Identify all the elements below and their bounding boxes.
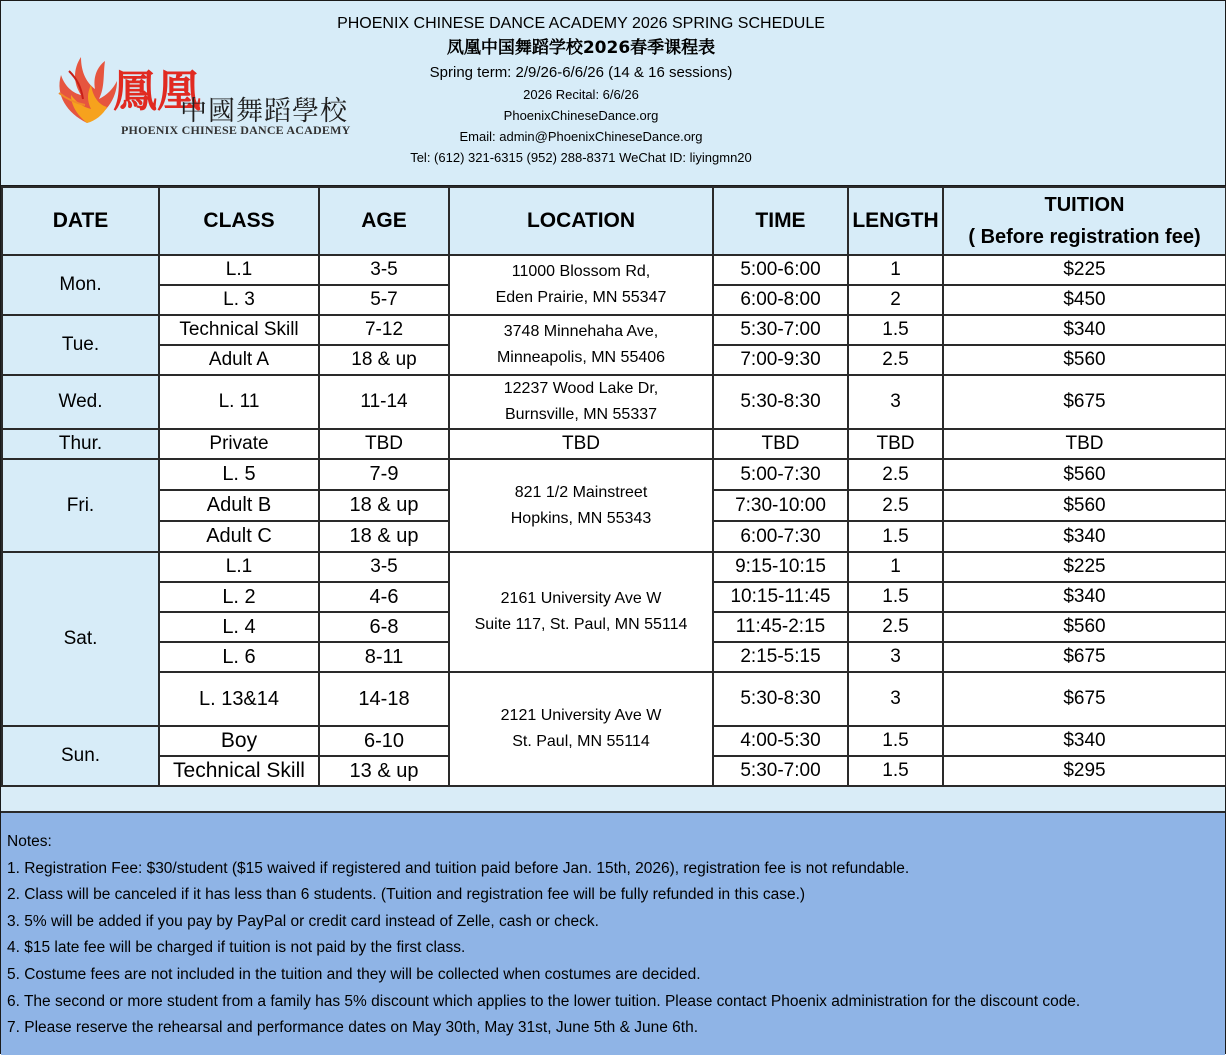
time-cell: 2:15-5:15: [713, 642, 848, 672]
age-cell: 7-9: [319, 459, 449, 490]
location-line: Suite 117, St. Paul, MN 55114: [474, 616, 688, 633]
class-cell: L. 6: [159, 642, 319, 672]
tuition-cell: $295: [943, 756, 1226, 786]
length-cell: TBD: [848, 429, 943, 459]
location-line: 2121 University Ave W: [500, 707, 662, 724]
class-cell: L. 5: [159, 459, 319, 490]
day-cell: Sat.: [2, 552, 159, 726]
notes-title: Notes:: [7, 833, 52, 850]
tuition-cell: $560: [943, 459, 1226, 490]
website: PhoenixChineseDance.org: [503, 108, 659, 123]
class-cell: Adult B: [159, 490, 319, 521]
length-cell: 3: [848, 642, 943, 672]
length-cell: 2.5: [848, 345, 943, 375]
location-line: 3748 Minnehaha Ave,: [503, 323, 659, 340]
tuition-cell: $340: [943, 582, 1226, 612]
tuition-cell: $560: [943, 612, 1226, 642]
time-cell: 5:30-8:30: [713, 375, 848, 429]
location-cell: [449, 255, 713, 315]
location-line: 12237 Wood Lake Dr,: [503, 380, 659, 397]
logo-big-characters: 鳳凰: [113, 66, 201, 117]
email: Email: admin@PhoenixChineseDance.org: [459, 129, 703, 144]
length-cell: 3: [848, 672, 943, 726]
note-item: 3. 5% will be added if you pay by PayPal or credit card instead of Zelle, cash or check.: [7, 912, 599, 930]
phone-wechat: Tel: (612) 321-6315 (952) 288-8371 WeChat ID: liyingmn20: [410, 150, 752, 165]
header: [1, 1, 1225, 187]
time-cell: TBD: [713, 429, 848, 459]
table-row: [2, 459, 1226, 490]
age-cell: 6-10: [319, 726, 449, 756]
length-cell: 1.5: [848, 521, 943, 552]
header-time: TIME: [713, 187, 848, 255]
table-row: [2, 315, 1226, 345]
tuition-cell: $450: [943, 285, 1226, 315]
time-cell: 5:00-6:00: [713, 255, 848, 285]
header-class: CLASS: [159, 187, 319, 255]
location-cell: [449, 375, 713, 429]
age-cell: 18 & up: [319, 521, 449, 552]
schedule-table: [1, 186, 1226, 787]
class-cell: L. 3: [159, 285, 319, 315]
header-tuition: [943, 187, 1226, 255]
note-item: 4. $15 late fee will be charged if tuition is not paid by the first class.: [7, 939, 466, 957]
age-cell: 4-6: [319, 582, 449, 612]
length-cell: 1.5: [848, 315, 943, 345]
day-cell: Mon.: [2, 255, 159, 315]
location-cell: [449, 315, 713, 375]
schedule-title-chinese: 凤凰中国舞蹈学校2026春季课程表: [446, 38, 716, 58]
recital-date: 2026 Recital: 6/6/26: [523, 87, 639, 102]
table-row: [2, 375, 1226, 429]
age-cell: TBD: [319, 429, 449, 459]
age-cell: 5-7: [319, 285, 449, 315]
tuition-cell: $340: [943, 726, 1226, 756]
tuition-cell: $225: [943, 255, 1226, 285]
class-cell: Boy: [159, 726, 319, 756]
class-cell: L. 2: [159, 582, 319, 612]
note-item: 1. Registration Fee: $30/student ($15 waived if registered and tuition paid before Jan. 15th, 2026), registration fee is not refundable.: [7, 859, 910, 877]
class-cell: Technical Skill: [159, 756, 319, 786]
tuition-cell: $340: [943, 315, 1226, 345]
header-tuition-subtitle: ( Before registration fee): [968, 226, 1201, 248]
tuition-cell: $225: [943, 552, 1226, 582]
age-cell: 7-12: [319, 315, 449, 345]
location-cell: [449, 459, 713, 552]
class-cell: L. 13&14: [159, 672, 319, 726]
note-item: 2. Class will be canceled if it has less than 6 students. (Tuition and registration fee will be fully refunded in this case.): [7, 886, 806, 904]
academy-logo: [47, 51, 351, 141]
time-cell: 4:00-5:30: [713, 726, 848, 756]
class-cell: L. 11: [159, 375, 319, 429]
length-cell: 2.5: [848, 459, 943, 490]
time-cell: 7:30-10:00: [713, 490, 848, 521]
spring-term: Spring term: 2/9/26-6/6/26 (14 & 16 sessions): [429, 64, 733, 81]
age-cell: 11-14: [319, 375, 449, 429]
location-line: Hopkins, MN 55343: [510, 509, 652, 527]
length-cell: 2.5: [848, 490, 943, 521]
class-cell: L.1: [159, 255, 319, 285]
location-line: Minneapolis, MN 55406: [496, 349, 666, 366]
class-cell: Adult A: [159, 345, 319, 375]
location-line: St. Paul, MN 55114: [512, 733, 650, 750]
class-cell: L.1: [159, 552, 319, 582]
location-line: 821 1/2 Mainstreet: [514, 483, 648, 501]
header-tuition-label: TUITION: [1044, 194, 1125, 216]
age-cell: 14-18: [319, 672, 449, 726]
tuition-cell: $675: [943, 375, 1226, 429]
class-cell: Technical Skill: [159, 315, 319, 345]
length-cell: 1.5: [848, 582, 943, 612]
schedule-title: PHOENIX CHINESE DANCE ACADEMY 2026 SPRING SCHEDULE: [337, 15, 825, 32]
time-cell: 10:15-11:45: [713, 582, 848, 612]
location-line: 2161 University Ave W: [500, 590, 662, 607]
note-item: 5. Costume fees are not included in the tuition and they will be collected when costumes are decided.: [7, 965, 701, 983]
age-cell: 18 & up: [319, 490, 449, 521]
table-header-row: [2, 187, 1226, 255]
table-row: [2, 255, 1226, 285]
tuition-cell: TBD: [943, 429, 1226, 459]
tuition-cell: $340: [943, 521, 1226, 552]
table-row: [2, 552, 1226, 582]
time-cell: 11:45-2:15: [713, 612, 848, 642]
day-cell: Sun.: [2, 726, 159, 786]
time-cell: 5:30-7:00: [713, 756, 848, 786]
class-cell: Adult C: [159, 521, 319, 552]
age-cell: 13 & up: [319, 756, 449, 786]
table-row: [2, 429, 1226, 459]
tuition-cell: $560: [943, 345, 1226, 375]
logo-english-name: PHOENIX CHINESE DANCE ACADEMY: [121, 123, 351, 137]
age-cell: 6-8: [319, 612, 449, 642]
length-cell: 1.5: [848, 756, 943, 786]
length-cell: 1.5: [848, 726, 943, 756]
time-cell: 6:00-8:00: [713, 285, 848, 315]
time-cell: 6:00-7:30: [713, 521, 848, 552]
length-cell: 2: [848, 285, 943, 315]
table-row: [2, 672, 1226, 726]
time-cell: 7:00-9:30: [713, 345, 848, 375]
tuition-cell: $675: [943, 672, 1226, 726]
logo-chinese-name: 中國舞蹈學校: [180, 96, 348, 127]
age-cell: 3-5: [319, 552, 449, 582]
location-cell: TBD: [449, 429, 713, 459]
class-cell: Private: [159, 429, 319, 459]
location-line: Burnsville, MN 55337: [504, 406, 658, 423]
time-cell: 9:15-10:15: [713, 552, 848, 582]
notes-section: [1, 811, 1225, 1055]
day-cell: Thur.: [2, 429, 159, 459]
length-cell: 3: [848, 375, 943, 429]
length-cell: 1: [848, 552, 943, 582]
location-line: Eden Prairie, MN 55347: [495, 289, 667, 306]
day-cell: Wed.: [2, 375, 159, 429]
note-item: 6. The second or more student from a family has 5% discount which applies to the lower tuition. Please contact Phoenix administration for the discount code.: [7, 992, 1081, 1010]
length-cell: 2.5: [848, 612, 943, 642]
header-length: LENGTH: [848, 187, 943, 255]
time-cell: 5:00-7:30: [713, 459, 848, 490]
note-item: 7. Please reserve the rehearsal and performance dates on May 30th, May 31st, June 5th & June 6th.: [7, 1019, 699, 1037]
header-date: DATE: [2, 187, 159, 255]
location-cell: [449, 672, 713, 786]
header-age: AGE: [319, 187, 449, 255]
age-cell: 8-11: [319, 642, 449, 672]
header-info: [331, 11, 831, 168]
age-cell: 3-5: [319, 255, 449, 285]
tuition-cell: $675: [943, 642, 1226, 672]
time-cell: 5:30-8:30: [713, 672, 848, 726]
time-cell: 5:30-7:00: [713, 315, 848, 345]
class-cell: L. 4: [159, 612, 319, 642]
location-cell: [449, 552, 713, 672]
location-line: 11000 Blossom Rd,: [511, 263, 651, 280]
day-cell: Fri.: [2, 459, 159, 552]
age-cell: 18 & up: [319, 345, 449, 375]
length-cell: 1: [848, 255, 943, 285]
header-location: LOCATION: [449, 187, 713, 255]
tuition-cell: $560: [943, 490, 1226, 521]
day-cell: Tue.: [2, 315, 159, 375]
